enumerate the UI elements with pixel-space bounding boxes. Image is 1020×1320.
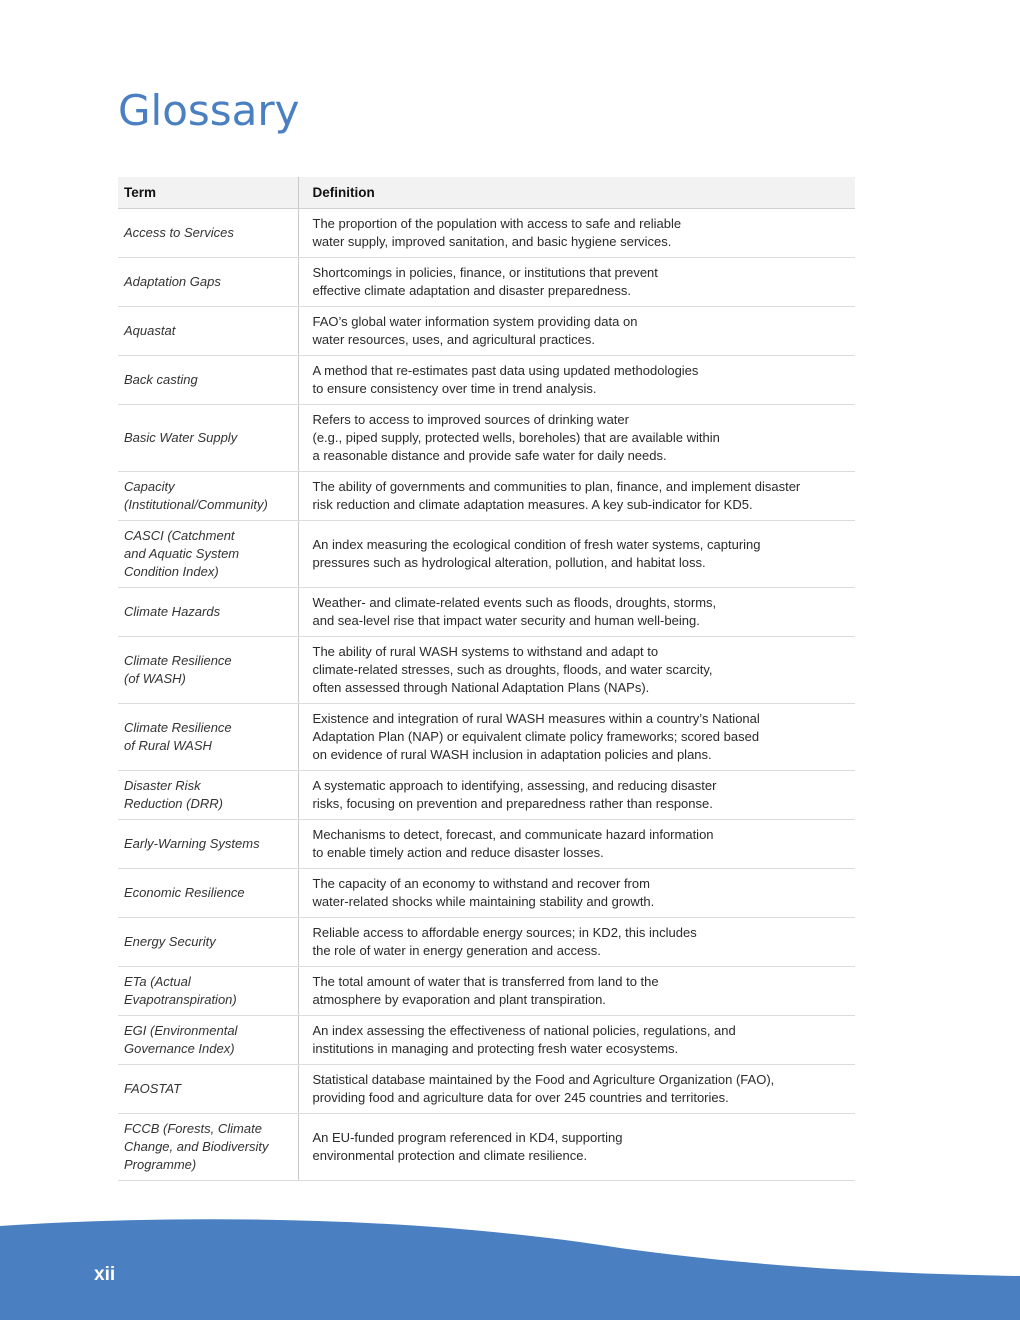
- definition-line: The total amount of water that is transferred from land to the: [312, 974, 659, 989]
- table-row: [118, 637, 855, 704]
- term-line: Condition Index): [124, 564, 219, 579]
- term-line: Governance Index): [124, 1041, 235, 1056]
- table-row: [118, 405, 855, 472]
- definition-line: and sea-level rise that impact water security and human well-being.: [312, 613, 700, 628]
- definition-line: effective climate adaptation and disaster preparedness.: [312, 283, 631, 298]
- definition-line: An EU-funded program referenced in KD4, supporting: [312, 1130, 623, 1145]
- term-column-header: Term: [118, 177, 298, 209]
- term-line: (of WASH): [124, 671, 186, 686]
- term-line: Climate Resilience: [124, 653, 232, 668]
- term-line: Energy Security: [124, 934, 216, 949]
- term-line: FCCB (Forests, Climate: [124, 1121, 262, 1136]
- definition-line: to enable timely action and reduce disaster losses.: [312, 845, 604, 860]
- definition-line: a reasonable distance and provide safe water for daily needs.: [312, 448, 667, 463]
- footer-wave-band: [0, 1218, 1020, 1320]
- glossary-term: [118, 209, 298, 258]
- term-line: ETa (Actual: [124, 974, 191, 989]
- glossary-definition: [298, 405, 855, 472]
- glossary-term: [118, 918, 298, 967]
- table-row: [118, 307, 855, 356]
- table-row: [118, 820, 855, 869]
- glossary-term: [118, 820, 298, 869]
- table-row: [118, 588, 855, 637]
- definition-line: The ability of rural WASH systems to withstand and adapt to: [312, 644, 659, 659]
- term-line: CASCI (Catchment: [124, 528, 235, 543]
- term-line: (Institutional/Community): [124, 497, 268, 512]
- glossary-term: [118, 472, 298, 521]
- table-row: [118, 356, 855, 405]
- definition-line: the role of water in energy generation and access.: [312, 943, 601, 958]
- definition-line: environmental protection and climate resilience.: [312, 1148, 588, 1163]
- term-line: Back casting: [124, 372, 198, 387]
- glossary-term: [118, 405, 298, 472]
- glossary-definition: [298, 1114, 855, 1181]
- definition-line: Mechanisms to detect, forecast, and communicate hazard information: [312, 827, 714, 842]
- glossary-term: [118, 1016, 298, 1065]
- term-line: EGI (Environmental: [124, 1023, 238, 1038]
- glossary-term: [118, 637, 298, 704]
- glossary-definition: [298, 820, 855, 869]
- definition-line: Statistical database maintained by the Food and Agriculture Organization (FAO),: [312, 1072, 775, 1087]
- table-row: [118, 258, 855, 307]
- definition-line: (e.g., piped supply, protected wells, boreholes) that are available within: [312, 430, 720, 445]
- definition-line: risks, focusing on prevention and preparedness rather than response.: [312, 796, 713, 811]
- glossary-definition: [298, 209, 855, 258]
- page-number: xii: [94, 1264, 116, 1285]
- definition-line: risk reduction and climate adaptation measures. A key sub-indicator for KD5.: [312, 497, 753, 512]
- glossary-definition: [298, 1016, 855, 1065]
- term-line: Economic Resilience: [124, 885, 245, 900]
- definition-line: water-related shocks while maintaining stability and growth.: [312, 894, 655, 909]
- glossary-definition: [298, 307, 855, 356]
- glossary-definition: [298, 472, 855, 521]
- glossary-term: [118, 356, 298, 405]
- definition-line: The ability of governments and communities to plan, finance, and implement disaster: [312, 479, 801, 494]
- glossary-term: [118, 588, 298, 637]
- glossary-term: [118, 307, 298, 356]
- table-row: [118, 918, 855, 967]
- definition-line: Shortcomings in policies, finance, or institutions that prevent: [312, 265, 658, 280]
- glossary-definition: [298, 521, 855, 588]
- glossary-term: [118, 1065, 298, 1114]
- glossary-definition: [298, 771, 855, 820]
- glossary-table: [118, 177, 855, 1181]
- term-line: Adaptation Gaps: [124, 274, 221, 289]
- table-row: [118, 771, 855, 820]
- term-line: Disaster Risk: [124, 778, 201, 793]
- glossary-term: [118, 771, 298, 820]
- glossary-term: [118, 967, 298, 1016]
- term-line: Evapotranspiration): [124, 992, 237, 1007]
- term-line: Basic Water Supply: [124, 430, 238, 445]
- glossary-definition: [298, 588, 855, 637]
- glossary-definition: [298, 356, 855, 405]
- definition-line: water supply, improved sanitation, and basic hygiene services.: [312, 234, 672, 249]
- table-row: [118, 1016, 855, 1065]
- definition-line: atmosphere by evaporation and plant transpiration.: [312, 992, 606, 1007]
- glossary-term: [118, 1114, 298, 1181]
- table-row: [118, 472, 855, 521]
- glossary-term: [118, 704, 298, 771]
- glossary-term: [118, 521, 298, 588]
- definition-line: on evidence of rural WASH inclusion in adaptation policies and plans.: [312, 747, 712, 762]
- definition-line: The proportion of the population with access to safe and reliable: [312, 216, 682, 231]
- table-row: [118, 209, 855, 258]
- definition-line: A systematic approach to identifying, assessing, and reducing disaster: [312, 778, 717, 793]
- definition-line: Reliable access to affordable energy sources; in KD2, this includes: [312, 925, 697, 940]
- term-line: Programme): [124, 1157, 197, 1172]
- term-line: Early-Warning Systems: [124, 836, 260, 851]
- term-line: of Rural WASH: [124, 738, 212, 753]
- footer-wave-shape: [0, 1219, 1020, 1320]
- table-row: [118, 1114, 855, 1181]
- glossary-definition: [298, 918, 855, 967]
- definition-line: Existence and integration of rural WASH measures within a country’s National: [312, 711, 760, 726]
- term-line: and Aquatic System: [124, 546, 240, 561]
- definition-line: to ensure consistency over time in trend analysis.: [312, 381, 597, 396]
- definition-line: A method that re-estimates past data using updated methodologies: [312, 363, 699, 378]
- definition-line: Weather- and climate-related events such as floods, droughts, storms,: [312, 595, 717, 610]
- definition-line: Refers to access to improved sources of drinking water: [312, 412, 629, 427]
- term-line: Climate Hazards: [124, 604, 221, 619]
- definition-line: providing food and agriculture data for over 245 countries and territories.: [312, 1090, 729, 1105]
- term-line: Change, and Biodiversity: [124, 1139, 269, 1154]
- definition-line: institutions in managing and protecting fresh water ecosystems.: [312, 1041, 679, 1056]
- glossary-definition: [298, 967, 855, 1016]
- definition-line: often assessed through National Adaptation Plans (NAPs).: [312, 680, 650, 695]
- definition-line: climate-related stresses, such as droughts, floods, and water scarcity,: [312, 662, 713, 677]
- glossary-definition: [298, 258, 855, 307]
- definition-column-header: Definition: [298, 177, 855, 209]
- definition-line: water resources, uses, and agricultural practices.: [312, 332, 596, 347]
- glossary-definition: [298, 1065, 855, 1114]
- glossary-term: [118, 869, 298, 918]
- definition-line: FAO’s global water information system providing data on: [312, 314, 638, 329]
- term-line: Aquastat: [124, 323, 176, 338]
- glossary-definition: [298, 869, 855, 918]
- definition-line: The capacity of an economy to withstand and recover from: [312, 876, 650, 891]
- term-line: FAOSTAT: [124, 1081, 182, 1096]
- table-row: [118, 967, 855, 1016]
- table-row: [118, 869, 855, 918]
- definition-line: An index assessing the effectiveness of national policies, regulations, and: [312, 1023, 736, 1038]
- glossary-term: [118, 258, 298, 307]
- term-line: Reduction (DRR): [124, 796, 223, 811]
- table-header-row: [118, 177, 855, 209]
- definition-line: pressures such as hydrological alteration, pollution, and habitat loss.: [312, 555, 706, 570]
- glossary-body: [118, 209, 855, 1181]
- glossary-definition: [298, 704, 855, 771]
- term-line: Access to Services: [124, 225, 234, 240]
- term-line: Climate Resilience: [124, 720, 232, 735]
- table-row: [118, 1065, 855, 1114]
- definition-line: An index measuring the ecological condition of fresh water systems, capturing: [312, 537, 761, 552]
- page-title: Glossary: [118, 86, 300, 135]
- table-row: [118, 521, 855, 588]
- glossary-definition: [298, 637, 855, 704]
- table-row: [118, 704, 855, 771]
- term-line: Capacity: [124, 479, 175, 494]
- definition-line: Adaptation Plan (NAP) or equivalent climate policy frameworks; scored based: [312, 729, 760, 744]
